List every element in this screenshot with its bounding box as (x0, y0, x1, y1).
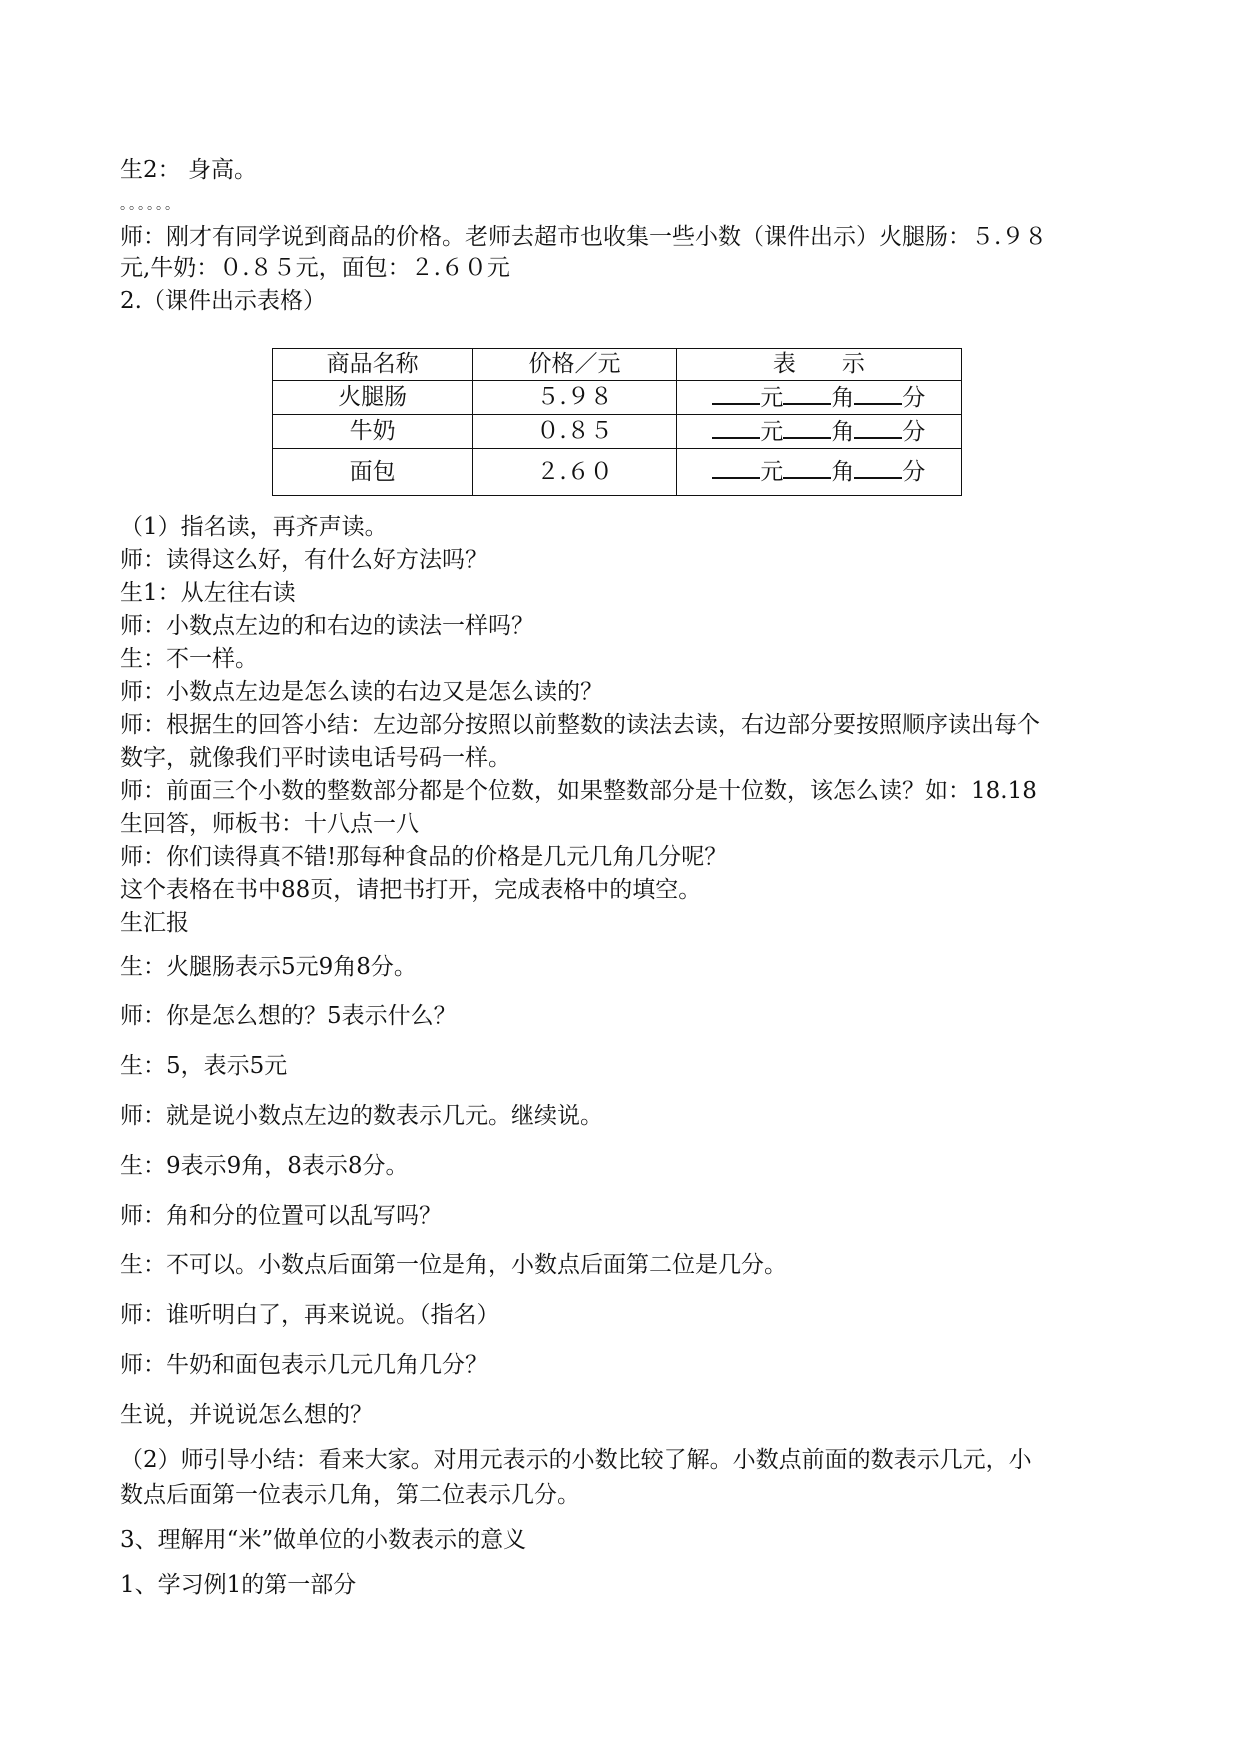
text-line: 生：不可以。小数点后面第一位是角，小数点后面第二位是几分。 (120, 1252, 787, 1278)
text-line: 师：读得这么好，有什么好方法吗？ (120, 547, 488, 573)
price-table (272, 348, 962, 496)
text-line: 师：你是怎么想的？5表示什么？ (120, 1003, 457, 1029)
text-line: 师：根据生的回答小结：左边部分按照以前整数的读法去读，右边部分要按照顺序读出每个 (120, 712, 1040, 738)
text-line: 师：前面三个小数的整数部分都是个位数，如果整数部分是十位数，该怎么读？如：18.18 (120, 778, 1037, 804)
section-heading: 3、理解用“米”做单位的小数表示的意义 (120, 1527, 527, 1553)
cell-represent (676, 381, 961, 415)
text-line: 生1：从左往右读 (120, 580, 296, 606)
text-line: 生：不一样。 (120, 646, 258, 672)
text-line: 师：谁听明白了，再来说说。（指名） (120, 1302, 500, 1328)
header-name: 商品名称 (273, 349, 473, 381)
unit-yuan: 元 (760, 385, 784, 411)
blank (712, 381, 760, 405)
text-line: （2）师引导小结：看来大家。对用元表示的小数比较了解。小数点前面的数表示几元，小 (120, 1447, 1032, 1473)
text-line: 生：火腿肠表示5元9角8分。 (120, 954, 417, 980)
text-line: 数点后面第一位表示几角，第二位表示几分。 (120, 1482, 580, 1508)
cell-represent (676, 415, 961, 449)
unit-yuan: 元 (760, 459, 784, 485)
text-line: 生：5，表示5元 (120, 1053, 288, 1079)
table-row (273, 449, 962, 496)
text-line: 师：你们读得真不错!那每种食品的价格是几元几角几分呢？ (120, 844, 728, 870)
text-line: 师：牛奶和面包表示几元几角几分？ (120, 1352, 488, 1378)
header-represent: 表 示 (676, 349, 961, 381)
blank (854, 455, 902, 479)
text-line: 生2： 身高。 (120, 157, 257, 183)
cell-represent (676, 449, 961, 496)
text-line: 生：9表示9角，8表示8分。 (120, 1153, 409, 1179)
text-line: 数字，就像我们平时读电话号码一样。 (120, 745, 511, 771)
blank (712, 455, 760, 479)
cell-price: ５.９８ (473, 381, 676, 415)
blank (783, 455, 831, 479)
blank (854, 415, 902, 439)
text-line: （1）指名读，再齐声读。 (120, 514, 388, 540)
unit-jiao: 角 (831, 385, 855, 411)
table-row (273, 415, 962, 449)
text-line: 师：刚才有同学说到商品的价格。老师去超市也收集一些小数（课件出示）火腿肠：５.９８ (120, 224, 1048, 250)
unit-fen: 分 (902, 419, 926, 445)
text-line: 2.（课件出示表格） (120, 288, 326, 314)
text-line: 师：小数点左边的和右边的读法一样吗？ (120, 613, 534, 639)
text-line: 生汇报 (120, 910, 189, 936)
cell-price: ２.６０ (473, 449, 676, 496)
text-line: 师：小数点左边是怎么读的右边又是怎么读的？ (120, 679, 603, 705)
table-header-row (273, 349, 962, 381)
table-row (273, 381, 962, 415)
cell-name: 牛奶 (273, 415, 473, 449)
cell-name: 面包 (273, 449, 473, 496)
header-price: 价格／元 (473, 349, 676, 381)
cell-name: 火腿肠 (273, 381, 473, 415)
text-line: 这个表格在书中88页，请把书打开，完成表格中的填空。 (120, 877, 702, 903)
text-line: 师：就是说小数点左边的数表示几元。继续说。 (120, 1103, 603, 1129)
cell-price: ０.８５ (473, 415, 676, 449)
text-line: 生说，并说说怎么想的？ (120, 1402, 373, 1428)
unit-jiao: 角 (831, 459, 855, 485)
unit-fen: 分 (902, 385, 926, 411)
text-line: 元,牛奶：０.８５元，面包：２.６０元 (120, 255, 510, 281)
unit-jiao: 角 (831, 419, 855, 445)
blank (854, 381, 902, 405)
ellipsis-line: 。。。。。。 (120, 197, 181, 213)
section-heading: 1、学习例1的第一部分 (120, 1572, 357, 1598)
unit-yuan: 元 (760, 419, 784, 445)
blank (783, 415, 831, 439)
blank (712, 415, 760, 439)
text-line: 师：角和分的位置可以乱写吗？ (120, 1203, 442, 1229)
blank (783, 381, 831, 405)
unit-fen: 分 (902, 459, 926, 485)
text-line: 生回答，师板书：十八点一八 (120, 811, 419, 837)
